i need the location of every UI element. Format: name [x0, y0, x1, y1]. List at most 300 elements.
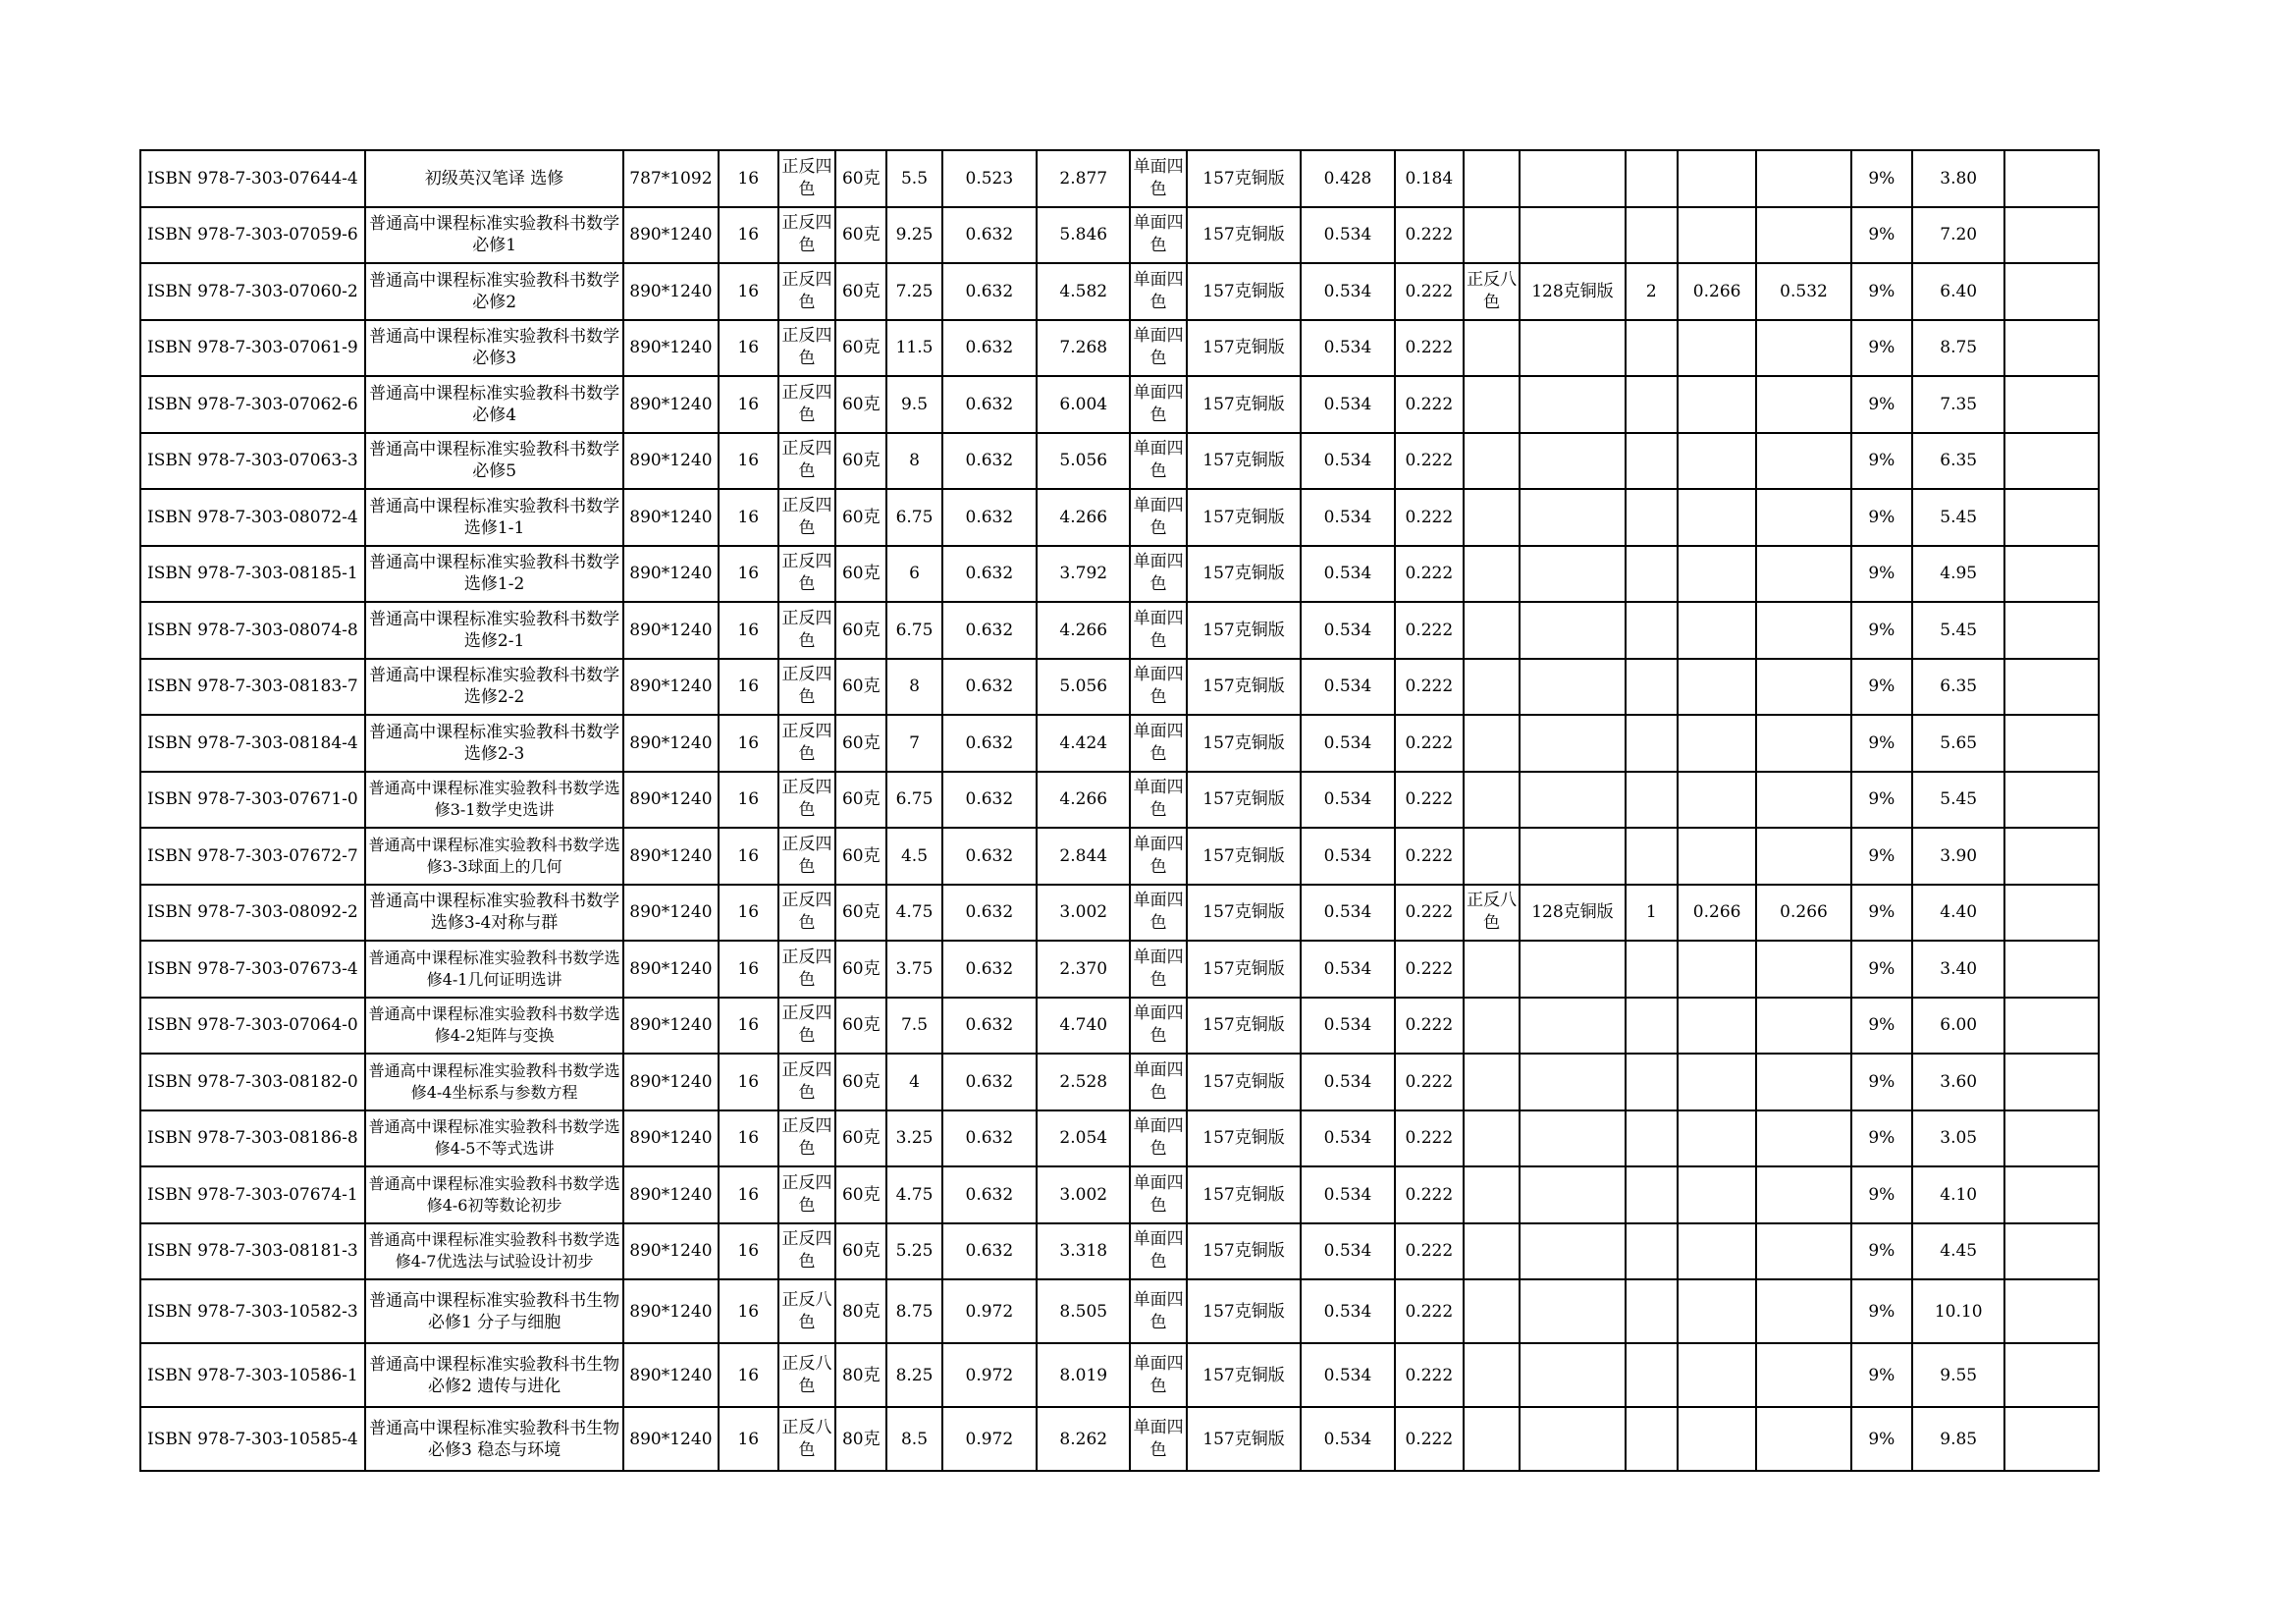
table-row: [140, 602, 2099, 659]
cell-cover-price: 0.534: [1301, 1223, 1394, 1280]
cell-format: 890*1240: [623, 1407, 718, 1471]
cell-unit-price: 0.632: [942, 885, 1037, 942]
cell-insert-cost: [1756, 659, 1850, 716]
cell-cover-cost: 0.222: [1395, 772, 1464, 829]
cell-insert-cost: [1756, 207, 1850, 264]
cell-cover-paper: 157克铜版: [1187, 433, 1302, 490]
cell-insert-print: [1464, 1223, 1520, 1280]
cell-inner-print: 正反四色: [778, 828, 835, 885]
cell-inner-print: 正反四色: [778, 207, 835, 264]
cell-insert-paper: [1520, 376, 1625, 433]
cell-inner-print: 正反四色: [778, 998, 835, 1055]
cell-title: 普通高中课程标准实验教科书数学选修1-2: [365, 546, 623, 603]
cell-cover-print: 单面四色: [1130, 715, 1186, 772]
cell-format: 890*1240: [623, 263, 718, 320]
cell-title: 普通高中课程标准实验教科书数学选修2-3: [365, 715, 623, 772]
cell-inner-paper: 60克: [835, 998, 886, 1055]
cell-insert-pages: [1626, 941, 1678, 998]
cell-sheets: 6: [886, 546, 941, 603]
cell-cover-price: 0.534: [1301, 320, 1394, 377]
price-table: [139, 149, 2100, 1472]
cell-insert-cost: [1756, 828, 1850, 885]
cell-format: 890*1240: [623, 659, 718, 716]
cell-inner-cost: 4.740: [1037, 998, 1130, 1055]
cell-insert-cost: [1756, 376, 1850, 433]
cell-inner-print: 正反四色: [778, 1166, 835, 1223]
cell-unit-price: 0.632: [942, 207, 1037, 264]
cell-sheets: 4: [886, 1054, 941, 1110]
cell-cover-paper: 157克铜版: [1187, 715, 1302, 772]
cell-insert-paper: [1520, 659, 1625, 716]
cell-isbn: ISBN 978-7-303-10586-1: [140, 1343, 365, 1407]
cell-cover-print: 单面四色: [1130, 659, 1186, 716]
cell-cover-paper: 157克铜版: [1187, 998, 1302, 1055]
cell-folio: 16: [719, 1407, 778, 1471]
cell-inner-print: 正反四色: [778, 263, 835, 320]
cell-sheets: 9.25: [886, 207, 941, 264]
cell-isbn: ISBN 978-7-303-08183-7: [140, 659, 365, 716]
cell-unit-price: 0.632: [942, 320, 1037, 377]
cell-cover-price: 0.534: [1301, 1054, 1394, 1110]
cell-inner-paper: 60克: [835, 1166, 886, 1223]
cell-inner-paper: 80克: [835, 1279, 886, 1343]
cell-cover-print: 单面四色: [1130, 828, 1186, 885]
cell-tax-rate: 9%: [1851, 885, 1912, 942]
cell-insert-paper: [1520, 1279, 1625, 1343]
cell-tax-rate: 9%: [1851, 1054, 1912, 1110]
cell-unit-price: 0.632: [942, 998, 1037, 1055]
cell-folio: 16: [719, 376, 778, 433]
cell-format: 890*1240: [623, 433, 718, 490]
table-row: [140, 320, 2099, 377]
cell-unit-price: 0.972: [942, 1343, 1037, 1407]
cell-price: 5.45: [1912, 602, 2004, 659]
cell-insert-print: [1464, 433, 1520, 490]
cell-cover-cost: 0.222: [1395, 207, 1464, 264]
cell-sheets: 7: [886, 715, 941, 772]
cell-cover-price: 0.534: [1301, 885, 1394, 942]
cell-insert-cost: [1756, 1343, 1850, 1407]
cell-inner-cost: 4.266: [1037, 602, 1130, 659]
cell-cover-cost: 0.222: [1395, 489, 1464, 546]
cell-format: 890*1240: [623, 941, 718, 998]
cell-cover-print: 单面四色: [1130, 263, 1186, 320]
cell-insert-price: [1678, 1223, 1756, 1280]
cell-price: 9.55: [1912, 1343, 2004, 1407]
cell-isbn: ISBN 978-7-303-08182-0: [140, 1054, 365, 1110]
cell-insert-pages: [1626, 772, 1678, 829]
cell-cover-paper: 157克铜版: [1187, 1407, 1302, 1471]
cell-sheets: 4.75: [886, 1166, 941, 1223]
cell-inner-print: 正反四色: [778, 602, 835, 659]
cell-insert-pages: [1626, 1407, 1678, 1471]
cell-cover-cost: 0.222: [1395, 602, 1464, 659]
cell-cover-price: 0.534: [1301, 602, 1394, 659]
cell-cover-price: 0.428: [1301, 150, 1394, 207]
cell-insert-pages: [1626, 659, 1678, 716]
cell-insert-paper: [1520, 1110, 1625, 1167]
cell-cover-print: 单面四色: [1130, 150, 1186, 207]
cell-insert-paper: [1520, 998, 1625, 1055]
cell-tax-rate: 9%: [1851, 659, 1912, 716]
cell-folio: 16: [719, 1110, 778, 1167]
cell-price: 6.00: [1912, 998, 2004, 1055]
cell-cover-price: 0.534: [1301, 772, 1394, 829]
cell-format: 890*1240: [623, 489, 718, 546]
table-row: [140, 772, 2099, 829]
cell-cover-print: 单面四色: [1130, 1166, 1186, 1223]
cell-cover-price: 0.534: [1301, 1407, 1394, 1471]
cell-insert-pages: [1626, 1279, 1678, 1343]
cell-remark: [2004, 433, 2099, 490]
cell-cover-print: 单面四色: [1130, 433, 1186, 490]
cell-insert-price: 0.266: [1678, 263, 1756, 320]
cell-inner-paper: 60克: [835, 715, 886, 772]
cell-insert-price: [1678, 998, 1756, 1055]
cell-remark: [2004, 1166, 2099, 1223]
cell-insert-pages: [1626, 1343, 1678, 1407]
cell-format: 890*1240: [623, 1343, 718, 1407]
cell-inner-cost: 7.268: [1037, 320, 1130, 377]
cell-folio: 16: [719, 546, 778, 603]
cell-cover-price: 0.534: [1301, 433, 1394, 490]
cell-insert-cost: [1756, 546, 1850, 603]
cell-insert-pages: [1626, 1054, 1678, 1110]
cell-sheets: 9.5: [886, 376, 941, 433]
cell-insert-pages: [1626, 546, 1678, 603]
cell-insert-print: [1464, 1343, 1520, 1407]
cell-cover-price: 0.534: [1301, 376, 1394, 433]
cell-cover-cost: 0.222: [1395, 433, 1464, 490]
cell-sheets: 8.25: [886, 1343, 941, 1407]
cell-unit-price: 0.632: [942, 602, 1037, 659]
cell-inner-print: 正反四色: [778, 941, 835, 998]
cell-inner-cost: 3.002: [1037, 1166, 1130, 1223]
cell-remark: [2004, 659, 2099, 716]
cell-tax-rate: 9%: [1851, 207, 1912, 264]
cell-cover-paper: 157克铜版: [1187, 150, 1302, 207]
cell-cover-paper: 157克铜版: [1187, 1054, 1302, 1110]
cell-unit-price: 0.632: [942, 1110, 1037, 1167]
cell-unit-price: 0.632: [942, 715, 1037, 772]
table-row: [140, 659, 2099, 716]
cell-insert-pages: [1626, 1166, 1678, 1223]
cell-insert-pages: [1626, 998, 1678, 1055]
cell-insert-cost: [1756, 489, 1850, 546]
cell-folio: 16: [719, 1166, 778, 1223]
cell-insert-paper: 128克铜版: [1520, 885, 1625, 942]
cell-cover-print: 单面四色: [1130, 207, 1186, 264]
cell-insert-pages: 1: [1626, 885, 1678, 942]
cell-price: 7.20: [1912, 207, 2004, 264]
cell-isbn: ISBN 978-7-303-07672-7: [140, 828, 365, 885]
cell-cover-cost: 0.222: [1395, 941, 1464, 998]
cell-remark: [2004, 1110, 2099, 1167]
cell-title: 普通高中课程标准实验教科书数学必修1: [365, 207, 623, 264]
cell-remark: [2004, 320, 2099, 377]
cell-title: 普通高中课程标准实验教科书数学必修4: [365, 376, 623, 433]
cell-insert-cost: [1756, 772, 1850, 829]
cell-folio: 16: [719, 433, 778, 490]
cell-insert-pages: [1626, 320, 1678, 377]
cell-insert-price: [1678, 602, 1756, 659]
cell-inner-paper: 80克: [835, 1343, 886, 1407]
cell-remark: [2004, 602, 2099, 659]
cell-insert-cost: [1756, 1223, 1850, 1280]
cell-cover-paper: 157克铜版: [1187, 828, 1302, 885]
cell-insert-paper: [1520, 715, 1625, 772]
cell-inner-cost: 2.370: [1037, 941, 1130, 998]
cell-tax-rate: 9%: [1851, 1407, 1912, 1471]
cell-cover-cost: 0.184: [1395, 150, 1464, 207]
cell-insert-pages: [1626, 828, 1678, 885]
cell-cover-cost: 0.222: [1395, 828, 1464, 885]
cell-price: 7.35: [1912, 376, 2004, 433]
cell-insert-price: [1678, 320, 1756, 377]
cell-remark: [2004, 1279, 2099, 1343]
cell-format: 890*1240: [623, 772, 718, 829]
cell-insert-pages: [1626, 150, 1678, 207]
cell-cover-paper: 157克铜版: [1187, 1343, 1302, 1407]
cell-isbn: ISBN 978-7-303-07059-6: [140, 207, 365, 264]
cell-format: 890*1240: [623, 546, 718, 603]
cell-unit-price: 0.632: [942, 546, 1037, 603]
cell-cover-cost: 0.222: [1395, 885, 1464, 942]
cell-inner-print: 正反八色: [778, 1279, 835, 1343]
cell-title: 普通高中课程标准实验教科书生物必修3 稳态与环境: [365, 1407, 623, 1471]
table-row: [140, 715, 2099, 772]
cell-cover-print: 单面四色: [1130, 602, 1186, 659]
cell-insert-print: [1464, 150, 1520, 207]
cell-cover-cost: 0.222: [1395, 1054, 1464, 1110]
cell-insert-price: [1678, 376, 1756, 433]
cell-tax-rate: 9%: [1851, 1110, 1912, 1167]
cell-inner-paper: 60克: [835, 1223, 886, 1280]
cell-cover-price: 0.534: [1301, 941, 1394, 998]
cell-isbn: ISBN 978-7-303-07674-1: [140, 1166, 365, 1223]
cell-format: 890*1240: [623, 1279, 718, 1343]
cell-inner-paper: 80克: [835, 1407, 886, 1471]
cell-insert-print: [1464, 772, 1520, 829]
cell-folio: 16: [719, 489, 778, 546]
cell-tax-rate: 9%: [1851, 1166, 1912, 1223]
cell-folio: 16: [719, 1343, 778, 1407]
cell-insert-print: [1464, 1166, 1520, 1223]
cell-inner-print: 正反四色: [778, 1223, 835, 1280]
table-row: [140, 1054, 2099, 1110]
cell-tax-rate: 9%: [1851, 1223, 1912, 1280]
cell-isbn: ISBN 978-7-303-07064-0: [140, 998, 365, 1055]
cell-remark: [2004, 489, 2099, 546]
cell-insert-pages: [1626, 1223, 1678, 1280]
cell-insert-print: [1464, 659, 1520, 716]
cell-tax-rate: 9%: [1851, 715, 1912, 772]
cell-cover-cost: 0.222: [1395, 1166, 1464, 1223]
cell-format: 890*1240: [623, 376, 718, 433]
cell-inner-print: 正反四色: [778, 546, 835, 603]
cell-unit-price: 0.632: [942, 376, 1037, 433]
cell-inner-print: 正反四色: [778, 1110, 835, 1167]
cell-insert-pages: [1626, 433, 1678, 490]
cell-inner-print: 正反四色: [778, 489, 835, 546]
cell-sheets: 8: [886, 659, 941, 716]
cell-cover-paper: 157克铜版: [1187, 941, 1302, 998]
cell-cover-paper: 157克铜版: [1187, 489, 1302, 546]
cell-insert-paper: [1520, 602, 1625, 659]
cell-format: 890*1240: [623, 998, 718, 1055]
cell-unit-price: 0.972: [942, 1407, 1037, 1471]
cell-cover-print: 单面四色: [1130, 1279, 1186, 1343]
cell-insert-cost: [1756, 941, 1850, 998]
cell-cover-price: 0.534: [1301, 828, 1394, 885]
cell-tax-rate: 9%: [1851, 376, 1912, 433]
cell-unit-price: 0.972: [942, 1279, 1037, 1343]
cell-insert-cost: 0.532: [1756, 263, 1850, 320]
cell-price: 6.35: [1912, 659, 2004, 716]
cell-insert-price: [1678, 1407, 1756, 1471]
cell-isbn: ISBN 978-7-303-08072-4: [140, 489, 365, 546]
cell-cover-cost: 0.222: [1395, 1407, 1464, 1471]
cell-insert-paper: [1520, 320, 1625, 377]
cell-unit-price: 0.632: [942, 1054, 1037, 1110]
cell-isbn: ISBN 978-7-303-08092-2: [140, 885, 365, 942]
cell-cover-paper: 157克铜版: [1187, 1279, 1302, 1343]
cell-price: 6.40: [1912, 263, 2004, 320]
cell-title: 普通高中课程标准实验教科书数学选修4-6初等数论初步: [365, 1166, 623, 1223]
cell-title: 普通高中课程标准实验教科书数学必修2: [365, 263, 623, 320]
cell-cover-print: 单面四色: [1130, 1054, 1186, 1110]
cell-cover-cost: 0.222: [1395, 546, 1464, 603]
cell-insert-print: [1464, 489, 1520, 546]
cell-format: 890*1240: [623, 828, 718, 885]
cell-insert-price: [1678, 1054, 1756, 1110]
cell-insert-paper: [1520, 150, 1625, 207]
cell-unit-price: 0.632: [942, 828, 1037, 885]
table-row: [140, 489, 2099, 546]
cell-folio: 16: [719, 885, 778, 942]
cell-format: 890*1240: [623, 602, 718, 659]
cell-tax-rate: 9%: [1851, 772, 1912, 829]
cell-inner-paper: 60克: [835, 659, 886, 716]
cell-insert-price: [1678, 828, 1756, 885]
cell-cover-print: 单面四色: [1130, 772, 1186, 829]
cell-insert-print: [1464, 546, 1520, 603]
cell-tax-rate: 9%: [1851, 602, 1912, 659]
cell-sheets: 6.75: [886, 489, 941, 546]
cell-isbn: ISBN 978-7-303-10582-3: [140, 1279, 365, 1343]
cell-inner-cost: 8.505: [1037, 1279, 1130, 1343]
cell-isbn: ISBN 978-7-303-08074-8: [140, 602, 365, 659]
cell-insert-paper: [1520, 207, 1625, 264]
cell-insert-price: [1678, 659, 1756, 716]
cell-insert-price: [1678, 207, 1756, 264]
table-row: [140, 207, 2099, 264]
cell-format: 890*1240: [623, 1054, 718, 1110]
cell-insert-pages: [1626, 602, 1678, 659]
cell-price: 4.95: [1912, 546, 2004, 603]
table-row: [140, 941, 2099, 998]
cell-inner-paper: 60克: [835, 941, 886, 998]
cell-cover-cost: 0.222: [1395, 1223, 1464, 1280]
cell-isbn: ISBN 978-7-303-08184-4: [140, 715, 365, 772]
cell-format: 890*1240: [623, 885, 718, 942]
cell-cover-price: 0.534: [1301, 263, 1394, 320]
cell-insert-cost: [1756, 320, 1850, 377]
cell-remark: [2004, 263, 2099, 320]
cell-inner-cost: 3.002: [1037, 885, 1130, 942]
cell-inner-cost: 5.056: [1037, 659, 1130, 716]
cell-cover-cost: 0.222: [1395, 320, 1464, 377]
cell-unit-price: 0.632: [942, 1223, 1037, 1280]
cell-tax-rate: 9%: [1851, 150, 1912, 207]
cell-cover-price: 0.534: [1301, 489, 1394, 546]
cell-inner-print: 正反四色: [778, 772, 835, 829]
cell-insert-print: [1464, 998, 1520, 1055]
cell-unit-price: 0.632: [942, 659, 1037, 716]
table-row: [140, 433, 2099, 490]
cell-folio: 16: [719, 828, 778, 885]
cell-price: 5.45: [1912, 772, 2004, 829]
cell-format: 890*1240: [623, 1166, 718, 1223]
cell-format: 890*1240: [623, 1223, 718, 1280]
cell-insert-price: [1678, 715, 1756, 772]
cell-inner-cost: 3.792: [1037, 546, 1130, 603]
cell-title: 普通高中课程标准实验教科书数学选修4-2矩阵与变换: [365, 998, 623, 1055]
cell-insert-pages: [1626, 207, 1678, 264]
cell-cover-paper: 157克铜版: [1187, 263, 1302, 320]
table-row: [140, 828, 2099, 885]
cell-cover-print: 单面四色: [1130, 376, 1186, 433]
cell-isbn: ISBN 978-7-303-08186-8: [140, 1110, 365, 1167]
cell-inner-print: 正反四色: [778, 1054, 835, 1110]
cell-cover-print: 单面四色: [1130, 320, 1186, 377]
cell-remark: [2004, 772, 2099, 829]
cell-sheets: 8.75: [886, 1279, 941, 1343]
cell-insert-cost: [1756, 1279, 1850, 1343]
cell-folio: 16: [719, 941, 778, 998]
cell-price: 5.65: [1912, 715, 2004, 772]
cell-sheets: 4.5: [886, 828, 941, 885]
cell-folio: 16: [719, 1054, 778, 1110]
cell-remark: [2004, 150, 2099, 207]
cell-insert-cost: [1756, 715, 1850, 772]
cell-cover-price: 0.534: [1301, 1110, 1394, 1167]
cell-insert-price: [1678, 1166, 1756, 1223]
cell-folio: 16: [719, 150, 778, 207]
cell-insert-cost: [1756, 1407, 1850, 1471]
cell-title: 普通高中课程标准实验教科书数学选修4-5不等式选讲: [365, 1110, 623, 1167]
cell-inner-paper: 60克: [835, 320, 886, 377]
cell-title: 普通高中课程标准实验教科书数学选修1-1: [365, 489, 623, 546]
cell-format: 890*1240: [623, 1110, 718, 1167]
cell-remark: [2004, 828, 2099, 885]
cell-isbn: ISBN 978-7-303-10585-4: [140, 1407, 365, 1471]
cell-price: 4.45: [1912, 1223, 2004, 1280]
cell-cover-print: 单面四色: [1130, 1110, 1186, 1167]
cell-isbn: ISBN 978-7-303-07063-3: [140, 433, 365, 490]
cell-sheets: 6.75: [886, 772, 941, 829]
cell-insert-cost: 0.266: [1756, 885, 1850, 942]
cell-insert-cost: [1756, 1166, 1850, 1223]
cell-tax-rate: 9%: [1851, 263, 1912, 320]
cell-remark: [2004, 1054, 2099, 1110]
cell-inner-paper: 60克: [835, 489, 886, 546]
cell-price: 3.40: [1912, 941, 2004, 998]
table-row: [140, 546, 2099, 603]
cell-inner-paper: 60克: [835, 433, 886, 490]
cell-insert-print: [1464, 941, 1520, 998]
cell-title: 普通高中课程标准实验教科书数学选修4-4坐标系与参数方程: [365, 1054, 623, 1110]
